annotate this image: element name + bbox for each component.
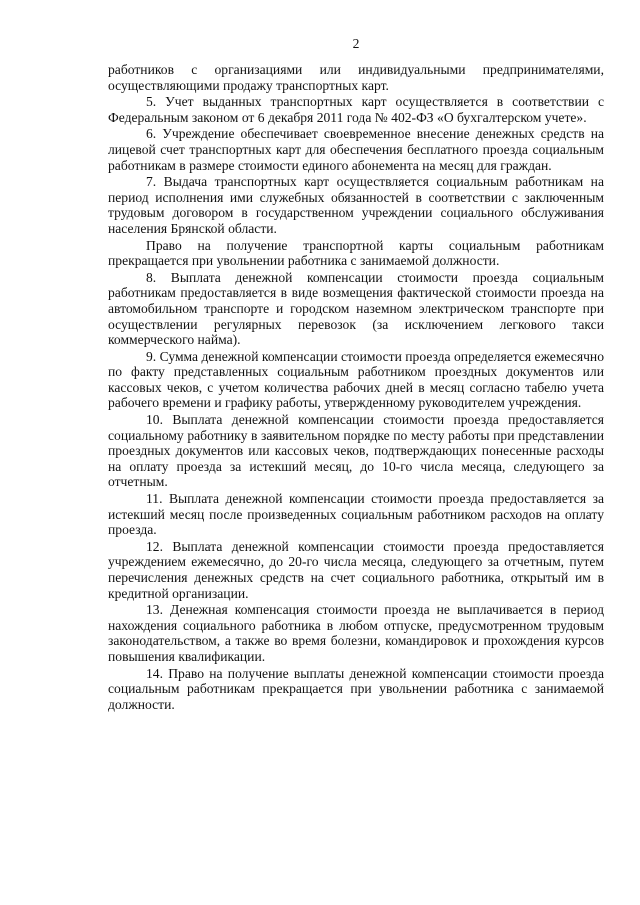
paragraph-13: 13. Денежная компенсация стоимости проезда не выплачивается в период нахождения социального работника в любом отпуске, предусмотренном трудовым законодательством, а также во время болезни, командировок и прохождения курсов повышения квалификации. [108,602,604,664]
paragraph-14: 14. Право на получение выплаты денежной компенсации стоимости проезда социальным работникам прекращается при увольнении работника с занимаемой должности. [108,665,604,712]
paragraph-11: 11. Выплата денежной компенсации стоимости проезда предоставляется за истекший месяц после произведенных социальным работником расходов на оплату проезда. [108,491,604,538]
paragraph-continuation: работников с организациями или индивидуальными предпринимателями, осуществляющими продажу транспортных карт. [108,62,604,93]
paragraph-9: 9. Сумма денежной компенсации стоимости проезда определяется ежемесячно по факту представленных социальным работником проездных документов или кассовых чеков, с учетом количества рабочих дней в месяц согласно табелю учета рабочего времени и графику работы, утвержденному руководителем учреждения. [108,348,604,411]
paragraph-5: 5. Учет выданных транспортных карт осуществляется в соответствии с Федеральным законом от 6 декабря 2011 года № 402-ФЗ «О бухгалтерском учете». [108,94,604,125]
paragraph-7-termination: Право на получение транспортной карты социальным работникам прекращается при увольнении работника с занимаемой должности. [108,237,604,269]
paragraph-8: 8. Выплата денежной компенсации стоимости проезда социальным работникам предоставляется в виде возмещения фактической стоимости проезда на автомобильном транспорте и городском наземном электрическом транспорте при осуществлении регулярных перевозок (за исключением легкового такси коммерческого найма). [108,269,604,348]
paragraph-10: 10. Выплата денежной компенсации стоимости проезда предоставляется социальному работнику в заявительном порядке по месту работы при представлении проездных документов или кассовых чеков, подтверждающих понесенные расходы на оплату проезда за истекший месяц, до 10-го числа месяца, следующего за отчетным. [108,412,604,490]
page-number: 2 [352,36,360,51]
paragraph-6: 6. Учреждение обеспечивает своевременное внесение денежных средств на лицевой счет транспортных карт для обеспечения бесплатного проезда социальным работникам в размере стоимости единого абонемента на месяц для граждан. [108,126,604,173]
document-body [108,62,604,712]
paragraph-12: 12. Выплата денежной компенсации стоимости проезда предоставляется учреждением ежемесячно, до 20-го числа месяца, следующего за отчетным, путем перечисления денежных средств на счет социального работника, открытый им в кредитной организации. [108,538,604,601]
paragraph-7: 7. Выдача транспортных карт осуществляется социальным работникам на период исполнения ими служебных обязанностей в соответствии с заключенным трудовым договором в государственном учреждении социального обслуживания населения Брянской области. [108,174,604,236]
